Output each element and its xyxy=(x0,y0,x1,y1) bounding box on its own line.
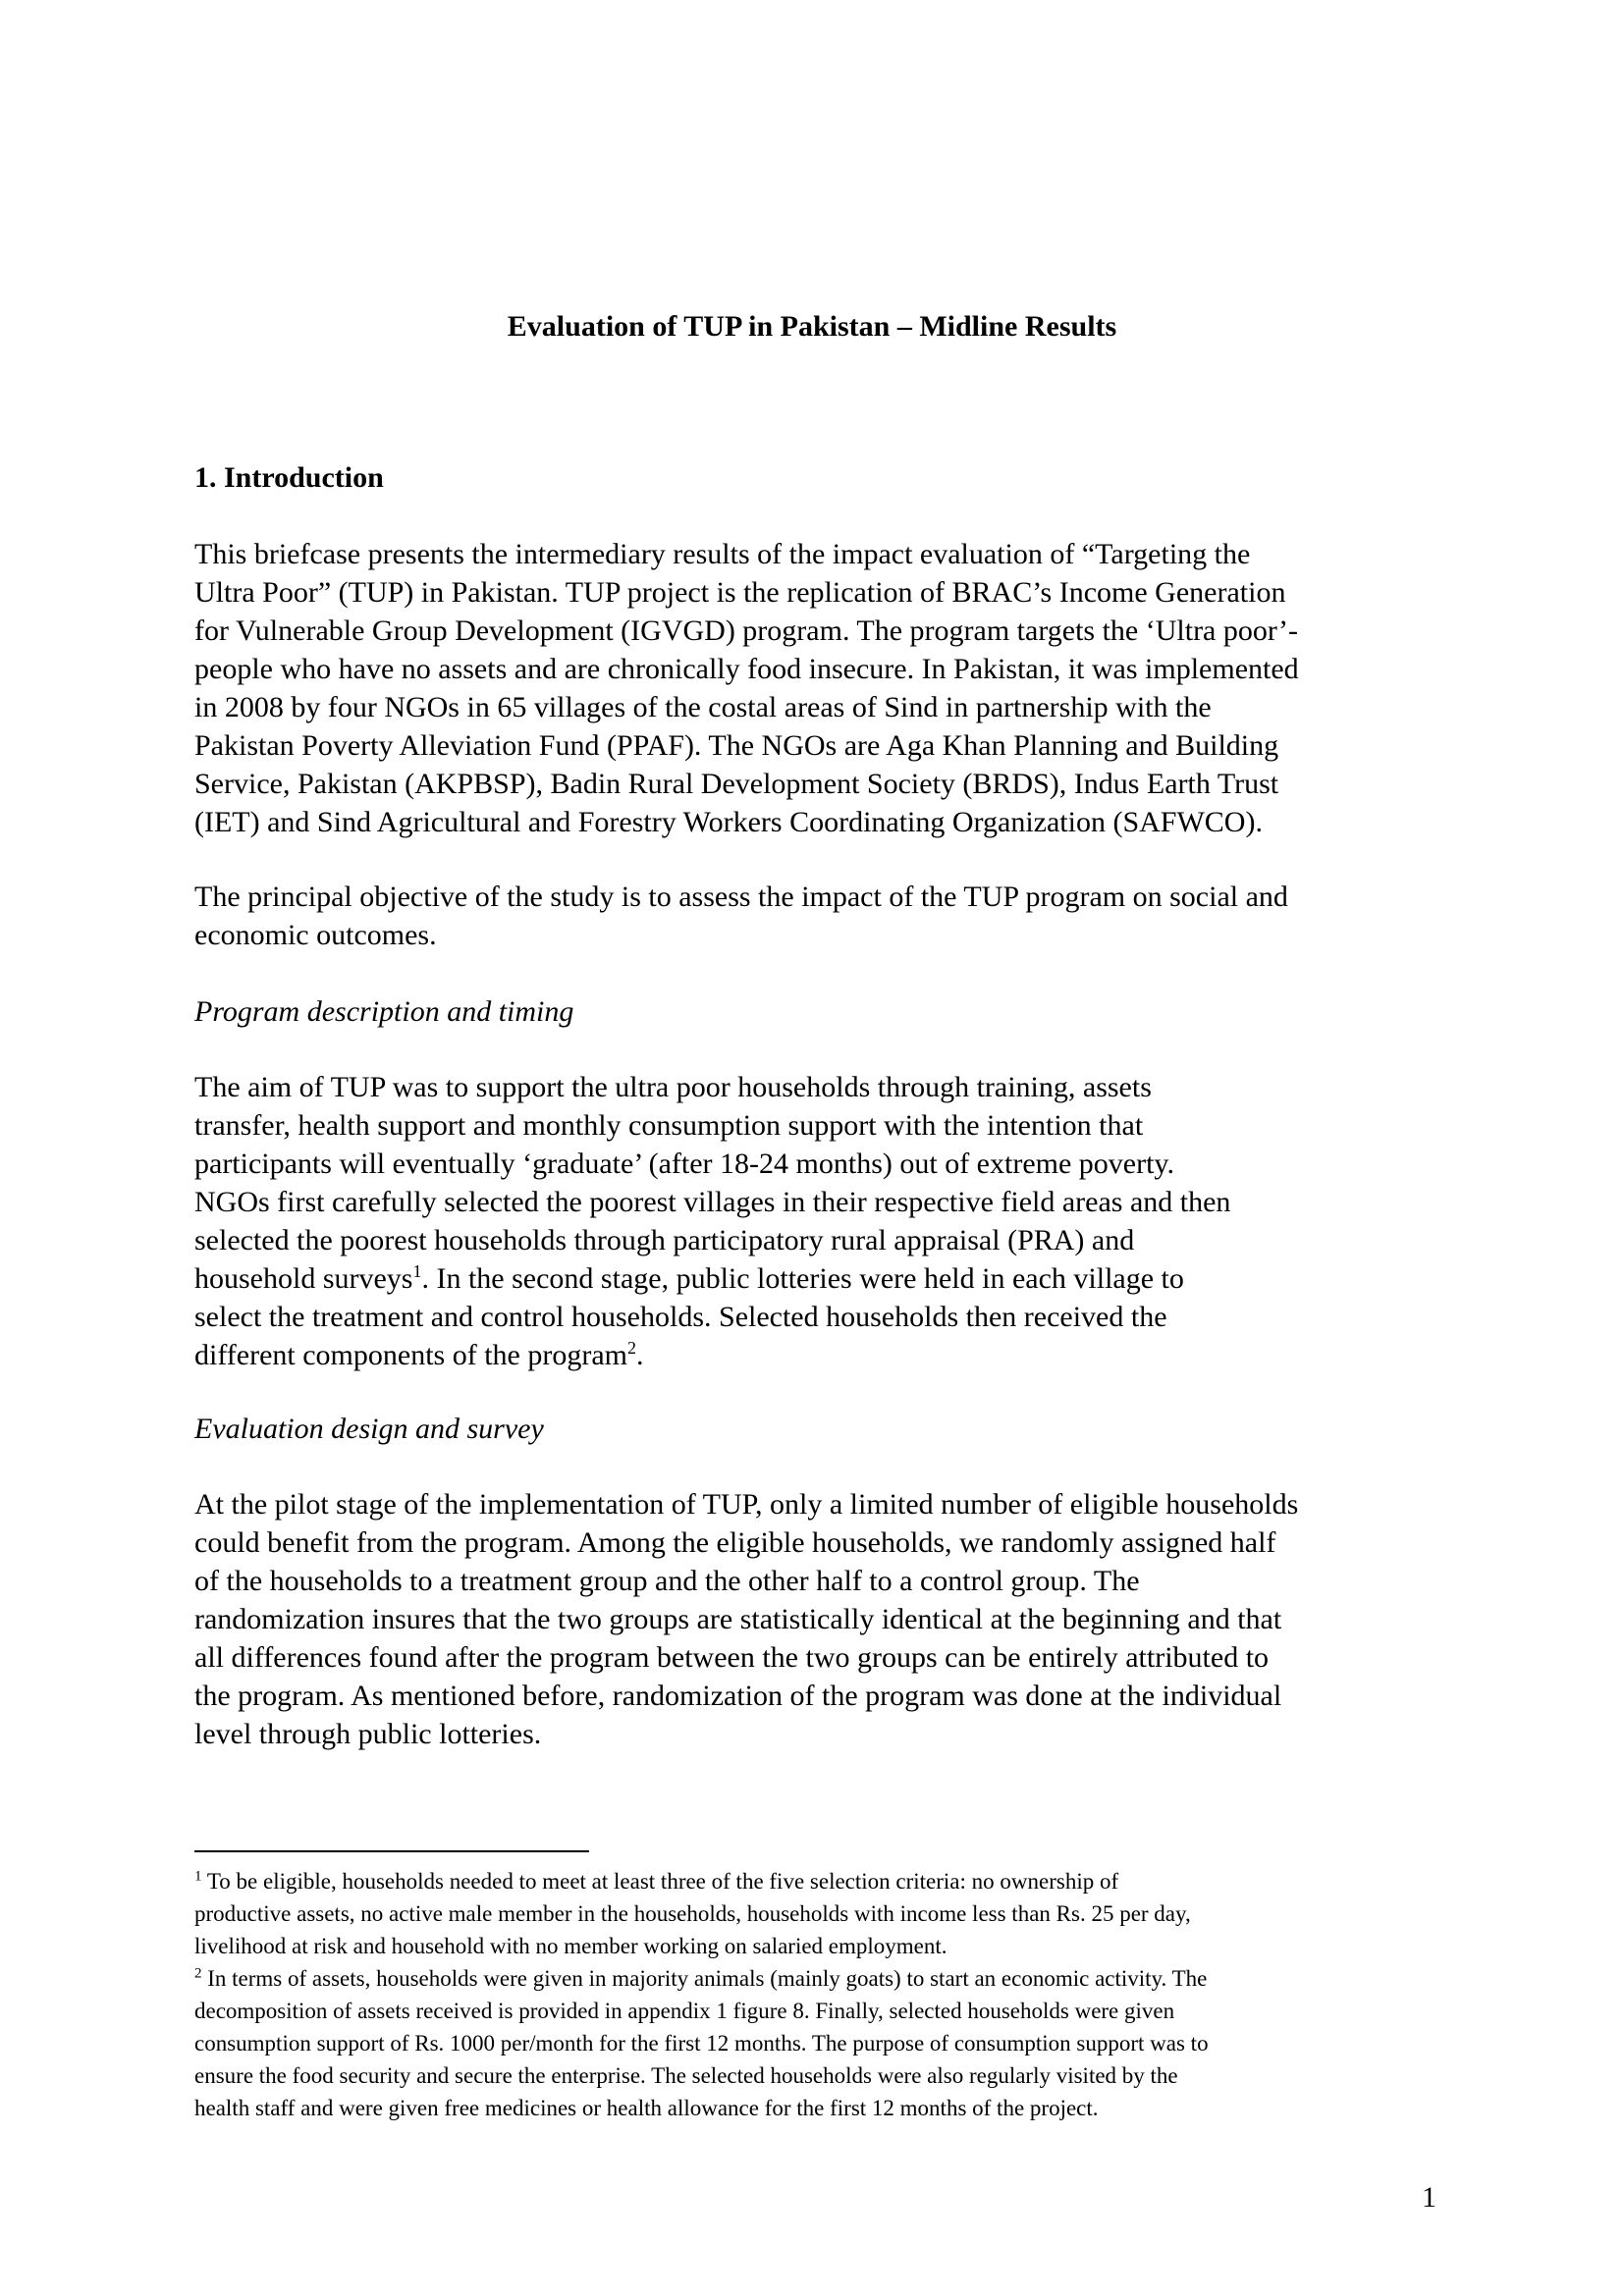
page-number: 1 xyxy=(1422,2181,1436,2214)
subheading-program-description: Program description and timing xyxy=(194,995,574,1028)
text-run: different components of the program xyxy=(194,1339,627,1371)
text-line: randomization insures that the two groups are statistically identical at the beginning and that xyxy=(194,1603,1282,1635)
introduction-paragraph xyxy=(194,535,1471,841)
text-run: . In the second stage, public lotteries were held in each village to xyxy=(421,1262,1184,1295)
text-line: participants will eventually ‘graduate’ (after 18-24 months) out of extreme poverty. xyxy=(194,1148,1174,1180)
evaluation-design-paragraph xyxy=(194,1485,1471,1753)
section-heading-introduction: 1. Introduction xyxy=(194,461,384,494)
text-run: . xyxy=(635,1339,644,1371)
text-line: transfer, health support and monthly consumption support with the intention that xyxy=(194,1109,1144,1142)
text-line xyxy=(194,1336,1471,1374)
subheading-evaluation-design: Evaluation design and survey xyxy=(194,1413,544,1445)
text-line: of the households to a treatment group and the other half to a control group. The xyxy=(194,1565,1140,1597)
footnote-line xyxy=(194,1962,1471,1995)
text-line: Pakistan Poverty Alleviation Fund (PPAF). The NGOs are Aga Khan Planning and Building xyxy=(194,729,1279,762)
footnote-reference-2[interactable]: 2 xyxy=(626,1338,636,1358)
text-line: selected the poorest households through participatory rural appraisal (PRA) and xyxy=(194,1224,1135,1256)
text-line: The aim of TUP was to support the ultra poor households through training, assets xyxy=(194,1071,1152,1103)
footnote-line xyxy=(194,1865,1471,1897)
footnote-1 xyxy=(194,1865,1471,1962)
text-line: economic outcomes. xyxy=(194,919,437,951)
footnote-separator xyxy=(194,1850,589,1852)
text-line: At the pilot stage of the implementation of TUP, only a limited number of eligible households xyxy=(194,1488,1299,1521)
page-title: Evaluation of TUP in Pakistan – Midline Results xyxy=(507,310,1117,343)
text-line: all differences found after the program between the two groups can be entirely attributed to xyxy=(194,1641,1270,1674)
text-line: people who have no assets and are chronically food insecure. In Pakistan, it was implemented xyxy=(194,653,1299,685)
text-line: Service, Pakistan (AKPBSP), Badin Rural Development Society (BRDS), Indus Earth Trust xyxy=(194,768,1279,800)
text-line: Ultra Poor” (TUP) in Pakistan. TUP project is the replication of BRAC’s Income Generation xyxy=(194,576,1286,609)
text-line: the program. As mentioned before, randomization of the program was done at the individual xyxy=(194,1680,1282,1712)
footnote-line: health staff and were given free medicines or health allowance for the first 12 months of the project. xyxy=(194,2096,1099,2120)
text-line: select the treatment and control households. Selected households then received the xyxy=(194,1301,1167,1333)
footnote-reference-1[interactable]: 1 xyxy=(412,1261,422,1281)
text-line xyxy=(194,1259,1471,1298)
text-run: household surveys xyxy=(194,1262,413,1295)
text-line: The principal objective of the study is to assess the impact of the TUP program on social and xyxy=(194,881,1288,913)
footnote-line: livelihood at risk and household with no member working on salaried employment. xyxy=(194,1934,947,1958)
text-run: To be eligible, households needed to meet at least three of the five selection criteria: no ownership of xyxy=(201,1869,1119,1894)
footnote-line: consumption support of Rs. 1000 per/month for the first 12 months. The purpose of consumption support was to xyxy=(194,2031,1209,2056)
footnote-line: ensure the food security and secure the enterprise. The selected households were also regularly visited by the xyxy=(194,2063,1178,2088)
text-run: In terms of assets, households were given in majority animals (mainly goats) to start an economic activity. The xyxy=(201,1966,1208,1991)
footnote-2 xyxy=(194,1962,1471,2124)
footnote-marker: 1 xyxy=(194,1868,202,1885)
text-line: NGOs first carefully selected the poorest villages in their respective field areas and then xyxy=(194,1186,1231,1218)
footnote-line: decomposition of assets received is provided in appendix 1 figure 8. Finally, selected households were given xyxy=(194,1999,1175,2023)
text-line: (IET) and Sind Agricultural and Forestry Workers Coordinating Organization (SAFWCO). xyxy=(194,806,1263,838)
footnotes xyxy=(194,1865,1471,2124)
text-line: for Vulnerable Group Development (IGVGD) program. The program targets the ‘Ultra poor’- xyxy=(194,614,1298,647)
text-line: level through public lotteries. xyxy=(194,1718,542,1750)
text-line: This briefcase presents the intermediary results of the impact evaluation of “Targeting the xyxy=(194,538,1251,570)
footnote-marker: 2 xyxy=(194,1965,202,1982)
objective-paragraph xyxy=(194,878,1471,954)
program-description-paragraph xyxy=(194,1068,1471,1374)
text-line: could benefit from the program. Among the eligible households, we randomly assigned half xyxy=(194,1526,1276,1559)
footnote-line: productive assets, no active male member in the households, households with income less than Rs. 25 per day, xyxy=(194,1901,1191,1926)
text-line: in 2008 by four NGOs in 65 villages of the costal areas of Sind in partnership with the xyxy=(194,691,1212,723)
